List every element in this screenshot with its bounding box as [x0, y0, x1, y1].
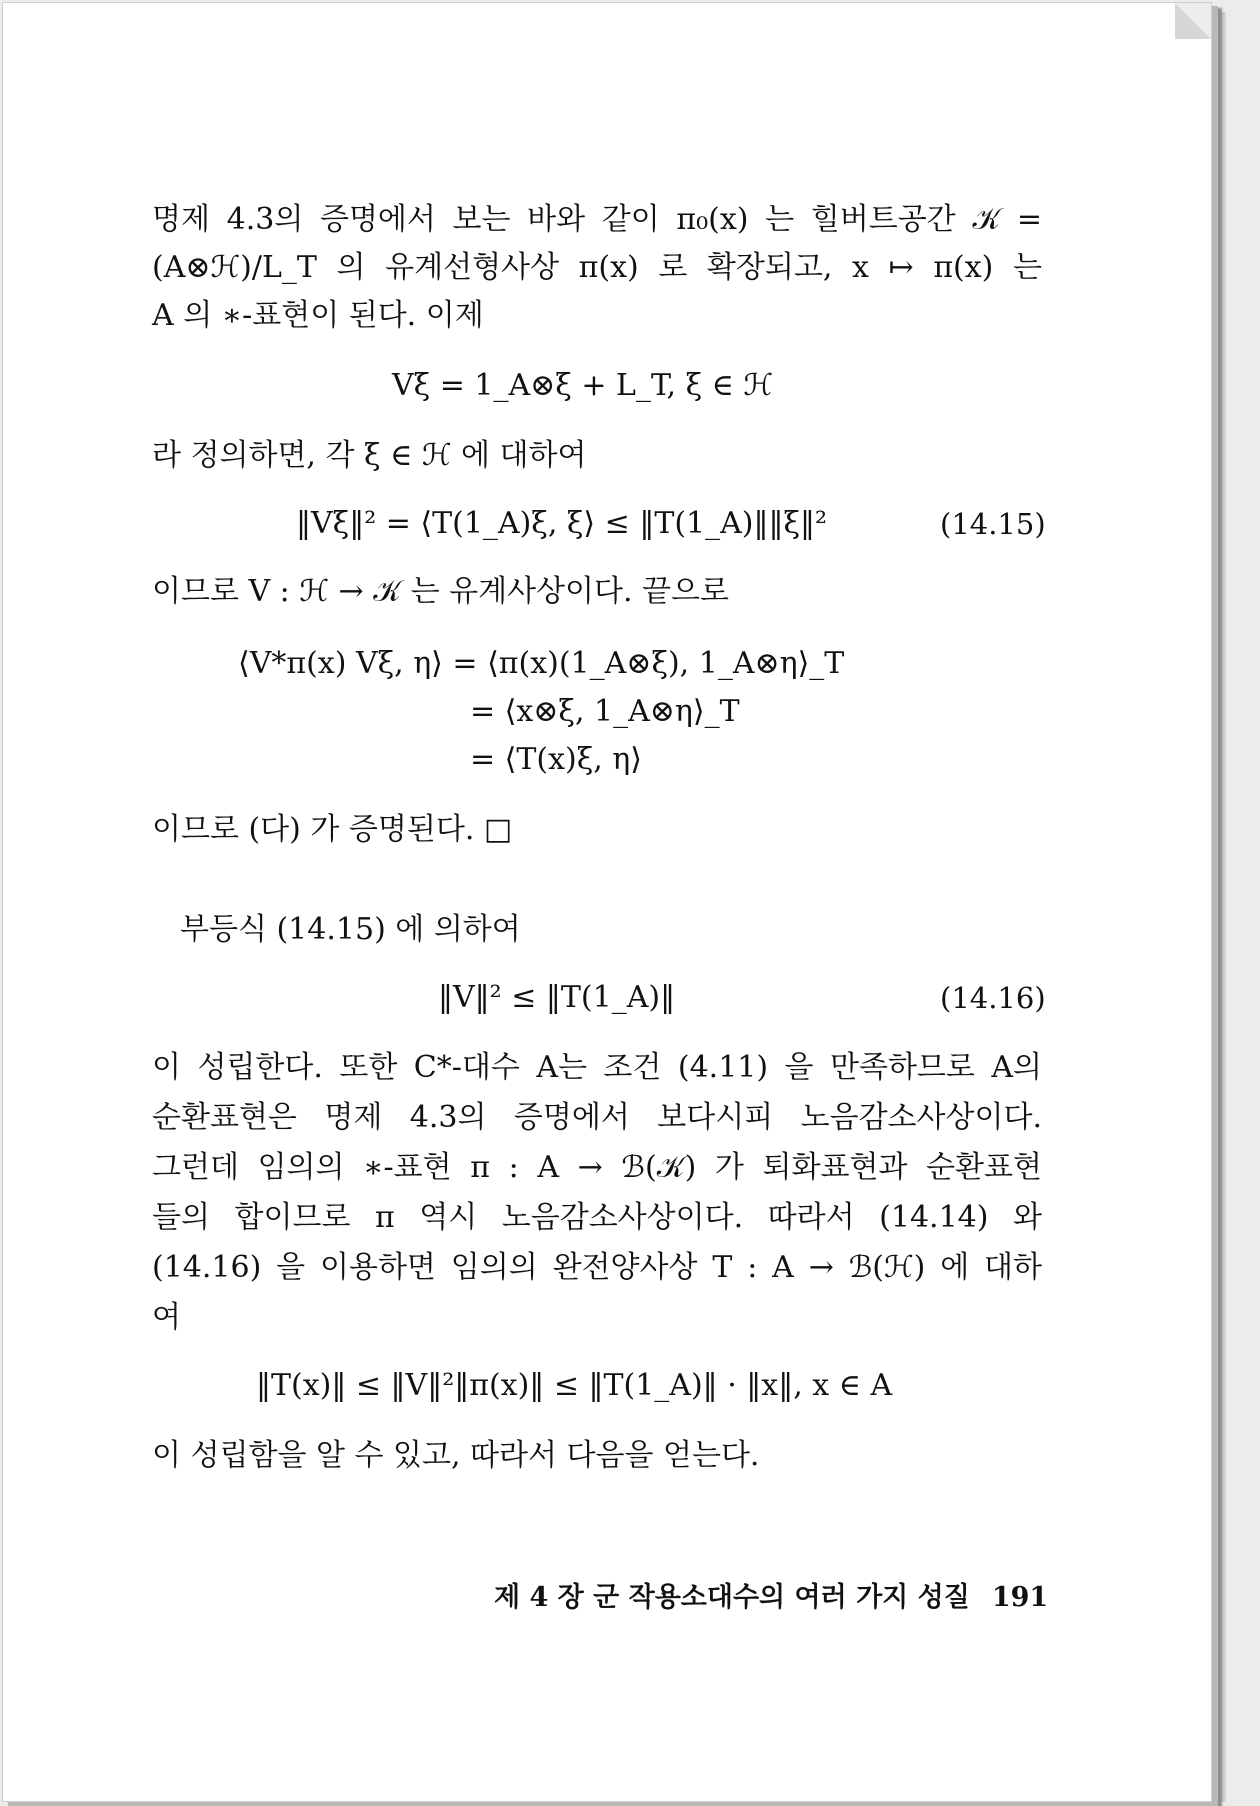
text-line-3: A 의 ∗-표현이 된다. 이제 — [152, 298, 484, 333]
equation-inner-product-1: ⟨V*π(x) Vξ, η⟩ = ⟨π(x)(1_A⊗ξ), 1_A⊗η⟩_T — [238, 646, 845, 681]
equation-v-definition: Vξ = 1_A⊗ξ + L_T, ξ ∈ ℋ — [392, 368, 774, 403]
text-line-14: 이 성립함을 알 수 있고, 따라서 다음을 얻는다. — [152, 1438, 760, 1473]
text-line-1: 명제 4.3의 증명에서 보는 바와 같이 π₀(x) 는 힐버트공간 𝒦 = — [152, 202, 1042, 237]
text-line-2: (A⊗ℋ)/L_T 의 유계선형사상 π(x) 로 확장되고, x ↦ π(x) 는 — [152, 250, 1042, 285]
running-chapter-title: 제 4 장 군 작용소대수의 여러 가지 성질 — [494, 1582, 970, 1613]
equation-inner-product-2: = ⟨x⊗ξ, 1_A⊗η⟩_T — [470, 694, 740, 729]
equation-norm-v: ‖V‖² ≤ ‖T(1_A)‖ — [438, 980, 676, 1015]
text-line-4: 라 정의하면, 각 ξ ∈ ℋ 에 대하여 — [152, 438, 587, 473]
equation-number-14-15: (14.15) — [940, 507, 1046, 541]
text-line-10: 그런데 임의의 ∗-표현 π : A → ℬ(𝒦) 가 퇴화표현과 순환표현 — [152, 1150, 1042, 1185]
equation-norm-bound: ‖T(x)‖ ≤ ‖V‖²‖π(x)‖ ≤ ‖T(1_A)‖ · ‖x‖, x ∈ A — [256, 1368, 893, 1403]
text-line-12: (14.16) 을 이용하면 임의의 완전양사상 T : A → ℬ(ℋ) 에 대하 — [152, 1250, 1042, 1285]
text-line-5: 이므로 V : ℋ → 𝒦 는 유계사상이다. 끝으로 — [152, 574, 729, 609]
page-edge-shadow — [1212, 12, 1226, 1802]
page-footer — [494, 1580, 1049, 1616]
text-line-9: 순환표현은 명제 4.3의 증명에서 보다시피 노음감소사상이다. — [152, 1100, 1042, 1135]
equation-inner-product-3: = ⟨T(x)ξ, η⟩ — [470, 742, 642, 777]
text-line-6: 이므로 (다) 가 증명된다. □ — [152, 812, 513, 847]
equation-number-14-16: (14.16) — [940, 981, 1046, 1015]
text-line-8: 이 성립한다. 또한 C*-대수 A는 조건 (4.11) 을 만족하므로 A의 — [152, 1050, 1042, 1085]
text-line-13: 여 — [152, 1300, 181, 1335]
page-corner-curl — [1175, 3, 1211, 39]
text-line-11: 들의 합이므로 π 역시 노음감소사상이다. 따라서 (14.14) 와 — [152, 1200, 1042, 1235]
equation-norm-v-xi: ‖Vξ‖² = ⟨T(1_A)ξ, ξ⟩ ≤ ‖T(1_A)‖‖ξ‖² — [296, 506, 828, 541]
text-line-7: 부등식 (14.15) 에 의하여 — [180, 912, 521, 947]
page-number: 191 — [991, 1582, 1049, 1613]
